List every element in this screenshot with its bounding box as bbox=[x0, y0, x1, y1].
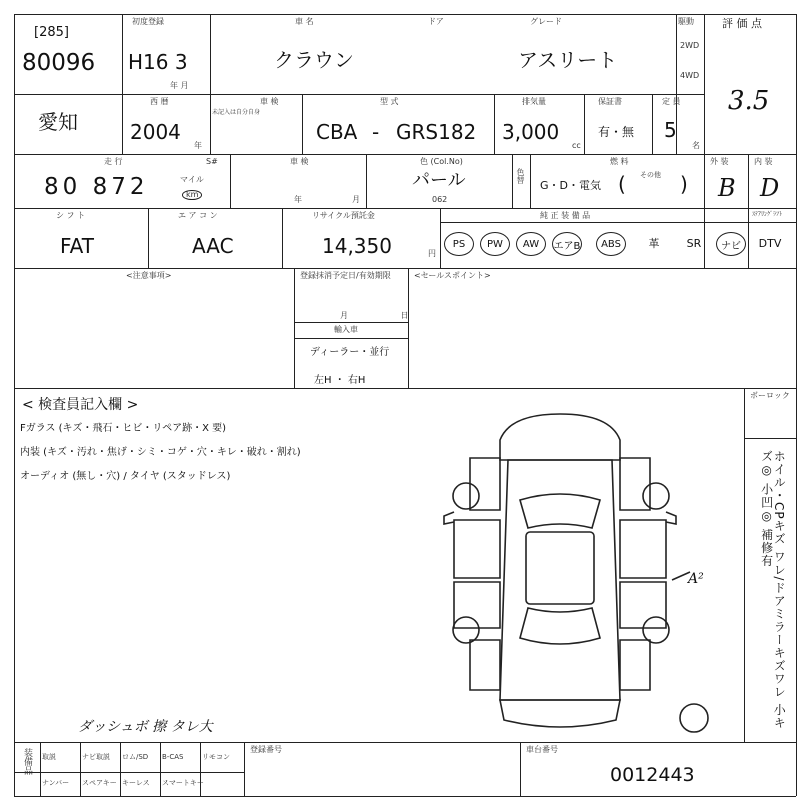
audio-line: オーディオ (無し・穴) / タイヤ (スタッドレス) bbox=[20, 471, 231, 482]
color-change-label: 色替 bbox=[516, 168, 525, 184]
capacity-label: 定 員 bbox=[662, 97, 681, 106]
wheel-rear-left bbox=[453, 617, 479, 643]
drive-2wd: 2WD bbox=[680, 41, 700, 50]
color-value: パール bbox=[412, 170, 466, 191]
right-rear-fender bbox=[620, 640, 650, 690]
left-front-door bbox=[454, 520, 500, 578]
rule bbox=[14, 796, 796, 797]
model-label: 型 式 bbox=[380, 97, 399, 106]
rule bbox=[530, 154, 531, 208]
equipment-item: AW bbox=[516, 232, 546, 256]
rule bbox=[302, 94, 303, 154]
capacity-unit: 名 bbox=[692, 141, 700, 150]
equipment-extra-label: ｽﾃｱﾘﾝｸﾞﾗﾌﾄ bbox=[752, 211, 783, 218]
drive-label: 駆動 bbox=[678, 17, 694, 26]
left-rear-fender bbox=[470, 640, 500, 690]
rule bbox=[14, 268, 796, 269]
inspector-title: < 検査員記入欄 > bbox=[22, 397, 139, 413]
equipment-item: ABS bbox=[596, 232, 626, 256]
caution-label: <注意事項> bbox=[126, 271, 172, 280]
month-day-label: 月 日 bbox=[340, 311, 409, 320]
left-mirror bbox=[444, 512, 454, 524]
side-note: ホイル・CPキズ ワレ/ドアミラーキズワレ 小キズ◎ 小凹◎ 補修有 bbox=[759, 450, 787, 730]
inspection-month: 月 bbox=[352, 195, 360, 204]
import-label: 輸入車 bbox=[334, 325, 358, 334]
aircon-label: エ ア コ ン bbox=[178, 211, 218, 220]
rule bbox=[520, 742, 521, 796]
rule bbox=[14, 14, 15, 796]
fuel-options: G・D・電気 bbox=[540, 179, 601, 192]
wheel-front-right bbox=[643, 483, 669, 509]
exterior-label: 外 装 bbox=[710, 157, 729, 166]
dealer-label: ディーラー・並行 bbox=[310, 347, 390, 358]
wheel-note: A² bbox=[688, 571, 704, 587]
right-front-door bbox=[620, 520, 666, 578]
car-name-value: クラウン bbox=[274, 48, 354, 72]
rear-window bbox=[520, 608, 600, 644]
dent-box-label: ボーロック bbox=[750, 391, 790, 400]
rear-bumper bbox=[500, 700, 620, 727]
rule bbox=[652, 94, 653, 154]
footer-item: ナビ取説 bbox=[82, 753, 110, 761]
footer-item: スマートキー bbox=[162, 779, 204, 787]
chassis-value: 0012443 bbox=[610, 764, 695, 786]
score-value: 3.5 bbox=[728, 86, 770, 116]
rule bbox=[14, 208, 796, 209]
rule bbox=[40, 742, 41, 796]
rule bbox=[796, 14, 797, 796]
grade-label: グレード bbox=[530, 17, 562, 26]
insurance-label: 保証書 bbox=[598, 97, 622, 106]
equipment-item: DTV bbox=[758, 237, 782, 250]
footer-item: スペアキー bbox=[82, 779, 117, 787]
rule bbox=[230, 154, 231, 208]
lot-prefix: [285] bbox=[34, 25, 69, 40]
inspection-label: 車 検 bbox=[260, 97, 279, 106]
wheel-rear-right bbox=[643, 617, 669, 643]
handle-label: 左H ・ 右H bbox=[314, 375, 366, 386]
rule bbox=[294, 322, 408, 323]
rule bbox=[244, 742, 245, 796]
shift-label: シ フ ト bbox=[56, 211, 86, 220]
equipment-item: PS bbox=[444, 232, 474, 256]
equipment-item: SR bbox=[686, 237, 702, 250]
first-reg-value: H16 3 bbox=[128, 50, 188, 74]
rule bbox=[440, 222, 796, 223]
model-dash: - bbox=[372, 120, 380, 144]
rule bbox=[744, 388, 745, 742]
recycle-value: 14,350 bbox=[322, 234, 392, 258]
color-label: 色 (Col.No) bbox=[420, 157, 463, 166]
footer-item: リモコン bbox=[202, 753, 230, 761]
rule bbox=[200, 742, 201, 796]
inspection2-label: 車 検 bbox=[290, 157, 309, 166]
handwritten-remark: ダッシュボ 擦 タレ大 bbox=[78, 719, 213, 735]
rule bbox=[366, 154, 367, 208]
inspection-sub: 未記入は自分自身 bbox=[212, 109, 261, 116]
equipment-item: エアB bbox=[552, 232, 582, 256]
mileage-unit-km: km bbox=[182, 190, 202, 200]
model-prefix: CBA bbox=[316, 120, 358, 144]
model-code: GRS182 bbox=[396, 120, 477, 144]
footer-item: B-CAS bbox=[162, 753, 184, 761]
right-front-fender bbox=[620, 458, 650, 510]
exterior-value: B bbox=[718, 174, 736, 202]
rule bbox=[120, 742, 121, 796]
rule bbox=[744, 438, 796, 439]
year-value: 2004 bbox=[130, 120, 181, 144]
rule bbox=[80, 742, 81, 796]
reg-no-label: 登録番号 bbox=[250, 745, 282, 754]
equipment-item: 革 bbox=[648, 237, 660, 250]
rule bbox=[494, 94, 495, 154]
mileage-unit-mile: マイル bbox=[180, 175, 204, 184]
inspection-year: 年 bbox=[294, 195, 302, 204]
displacement-label: 排気量 bbox=[522, 97, 546, 106]
rule bbox=[294, 338, 408, 339]
rule bbox=[160, 742, 161, 796]
capacity-value: 5 bbox=[664, 118, 677, 142]
aircon-value: AAC bbox=[192, 234, 234, 258]
right-mirror bbox=[666, 512, 676, 524]
insurance-value: 有・無 bbox=[598, 125, 635, 139]
grade-value: アスリート bbox=[518, 48, 618, 72]
drive-4wd: 4WD bbox=[680, 71, 700, 80]
sn-label: S# bbox=[206, 157, 218, 166]
first-reg-month-label: 年 月 bbox=[170, 81, 189, 90]
roof bbox=[526, 532, 594, 604]
mileage-value: 80 872 bbox=[44, 174, 149, 200]
left-front-fender bbox=[470, 458, 500, 510]
mileage-label: 走 行 bbox=[104, 157, 123, 166]
rule bbox=[14, 742, 796, 743]
interior-label: 内 装 bbox=[754, 157, 773, 166]
footer-item: 取説 bbox=[42, 753, 56, 761]
fuel-other: その他 bbox=[640, 171, 661, 179]
displacement-value: 3,000 bbox=[502, 120, 560, 144]
rule bbox=[148, 208, 149, 268]
equipment-item: ナビ bbox=[716, 232, 746, 256]
rule bbox=[512, 154, 513, 208]
recycle-label: リサイクル預託金 bbox=[312, 211, 375, 220]
region-value: 愛知 bbox=[38, 110, 78, 134]
footer-label: 装備品 bbox=[22, 748, 32, 775]
score-label: 評 価 点 bbox=[722, 17, 762, 30]
chassis-label: 車台番号 bbox=[526, 745, 558, 754]
right-rear-door bbox=[620, 582, 666, 628]
footer-item: ナンバー bbox=[42, 779, 70, 787]
spare-tire bbox=[680, 704, 708, 732]
rule bbox=[14, 772, 244, 773]
rule bbox=[408, 268, 409, 388]
rule bbox=[748, 154, 749, 268]
year-unit: 年 bbox=[194, 141, 202, 150]
footer-item: キーレス bbox=[122, 779, 150, 787]
year-label: 西 暦 bbox=[150, 97, 169, 106]
recycle-unit: 円 bbox=[428, 249, 436, 258]
shift-value: FAT bbox=[60, 234, 95, 258]
rule bbox=[294, 268, 295, 388]
wheel-front-left bbox=[453, 483, 479, 509]
front-bumper bbox=[500, 414, 620, 460]
rule bbox=[210, 14, 211, 154]
equipment-item: PW bbox=[480, 232, 510, 256]
fuel-paren-close: ) bbox=[680, 172, 688, 196]
car-name-label: 車 名 bbox=[295, 17, 314, 26]
glass-line: Fガラス (キズ・飛石・ヒビ・リペア跡・X 要) bbox=[20, 423, 227, 434]
footer-item: ロム/SD bbox=[122, 753, 149, 761]
rule bbox=[14, 14, 796, 15]
interior-value: D bbox=[760, 174, 780, 202]
displacement-unit: cc bbox=[572, 141, 581, 150]
left-rear-door bbox=[454, 582, 500, 628]
rule bbox=[14, 94, 704, 95]
rule bbox=[704, 14, 705, 268]
rule bbox=[122, 14, 123, 154]
lot-number: 80096 bbox=[22, 50, 96, 76]
sales-label: <セールスポイント> bbox=[414, 271, 491, 280]
fuel-paren-open: ( bbox=[618, 172, 626, 196]
door-label: ドア bbox=[428, 17, 444, 26]
equipment-label: 純 正 装 備 品 bbox=[540, 211, 591, 220]
windshield bbox=[520, 494, 600, 528]
interior-line: 内装 (キズ・汚れ・焦げ・シミ・コゲ・穴・キレ・破れ・割れ) bbox=[20, 447, 301, 458]
rule bbox=[282, 208, 283, 268]
body-outline bbox=[500, 460, 620, 700]
rule bbox=[14, 388, 796, 389]
rule bbox=[440, 208, 441, 268]
reg-label: 登録抹消予定日/有効期限 bbox=[300, 271, 391, 280]
color-no: 062 bbox=[432, 195, 448, 204]
first-reg-label: 初度登録 bbox=[132, 17, 164, 26]
rule bbox=[14, 154, 796, 155]
fuel-label: 燃 料 bbox=[610, 157, 629, 166]
rule bbox=[584, 94, 585, 154]
